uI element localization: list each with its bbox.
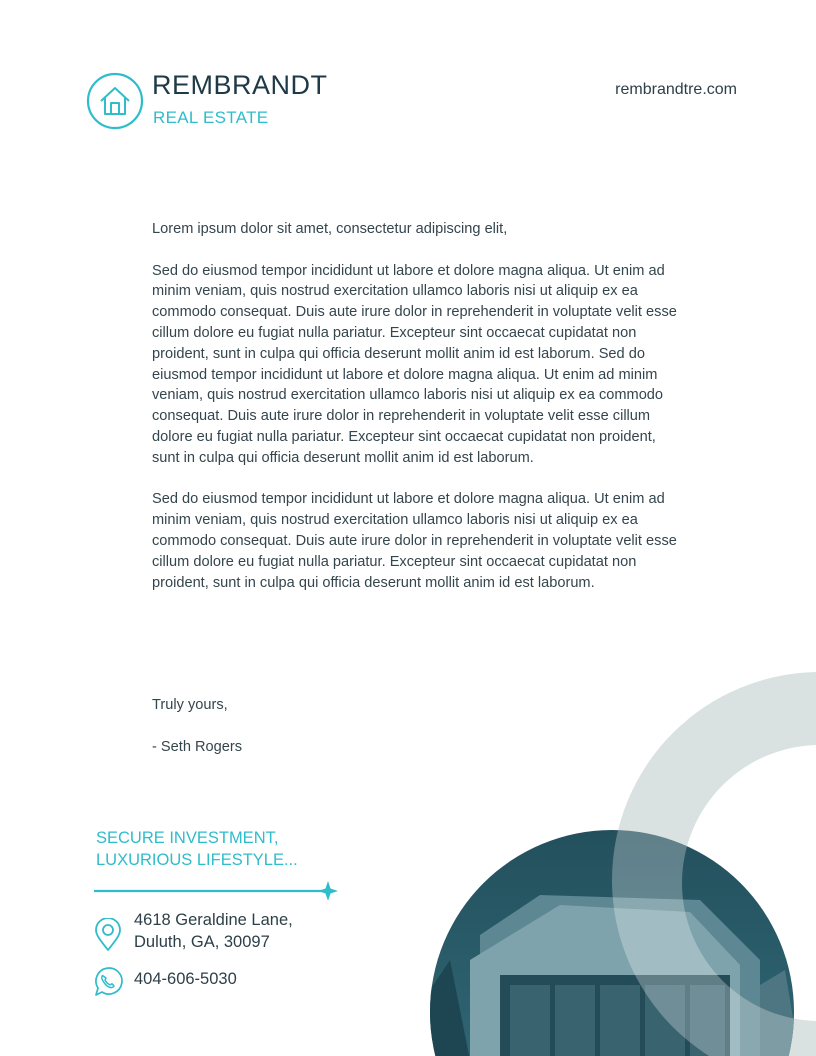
tagline-divider [94,880,340,900]
tagline-line: SECURE INVESTMENT, [96,829,279,847]
tagline [96,828,298,871]
letter-body [152,219,682,593]
phone-icon [91,966,123,998]
brand-name: REMBRANDT [152,70,328,100]
location-pin-icon [94,918,122,952]
sparkle-icon [318,881,338,900]
letter-paragraph: Sed do eiusmod tempor incididunt ut labore et dolore magna aliqua. Ut enim ad minim veniam, quis nostrud exercitation ullamco laboris nisi ut aliquip ex ea commodo consequat. Duis aute irure dolor in reprehenderit in voluptate velit esse cillum dolore eu fugiat nulla pariatur. Excepteur sint occaecat cupidatat non proident, sunt in culpa qui officia deserunt mollit anim id est laborum. [152,491,677,591]
phone-number[interactable]: 404-606-5030 [134,970,237,988]
house-photo [420,672,816,1056]
letter-greeting: Lorem ipsum dolor sit amet, consectetur adipiscing elit, [152,221,508,237]
address-line: 4618 Geraldine Lane, [134,911,293,929]
letter-paragraph: Sed do eiusmod tempor incididunt ut labore et dolore magna aliqua. Ut enim ad minim veniam, quis nostrud exercitation ullamco laboris nisi ut aliquip ex ea commodo consequat. Duis aute irure dolor in reprehenderit in voluptate velit esse cillum dolore eu fugiat nulla pariatur. Excepteur sint occaecat cupidatat non proident, sunt in culpa qui officia deserunt mollit anim id est laborum. Sed do eiusmod tempor incididunt ut labore et dolore magna aliqua. Ut enim ad minim veniam, quis nostrud exercitation ullamco laboris nisi ut aliquip ex ea commodo consequat. Duis aute irure dolor in reprehenderit in voluptate velit esse cillum dolore eu fugiat nulla pariatur. Excepteur sint occaecat cupidatat non proident, sunt in culpa qui officia deserunt mollit anim id est laborum. [152,262,677,466]
address [134,909,293,953]
logo [86,72,144,130]
decorative-ring [612,672,816,1056]
house-icon [101,88,129,114]
tagline-line: LUXURIOUS LIFESTYLE... [96,850,298,869]
address-line: Duluth, GA, 30097 [134,933,270,951]
website-link[interactable]: rembrandtre.com [615,81,737,98]
brand-subtitle: REAL ESTATE [153,108,269,127]
letter-closing: Truly yours, [152,697,228,713]
letter-signature: - Seth Rogers [152,739,243,755]
